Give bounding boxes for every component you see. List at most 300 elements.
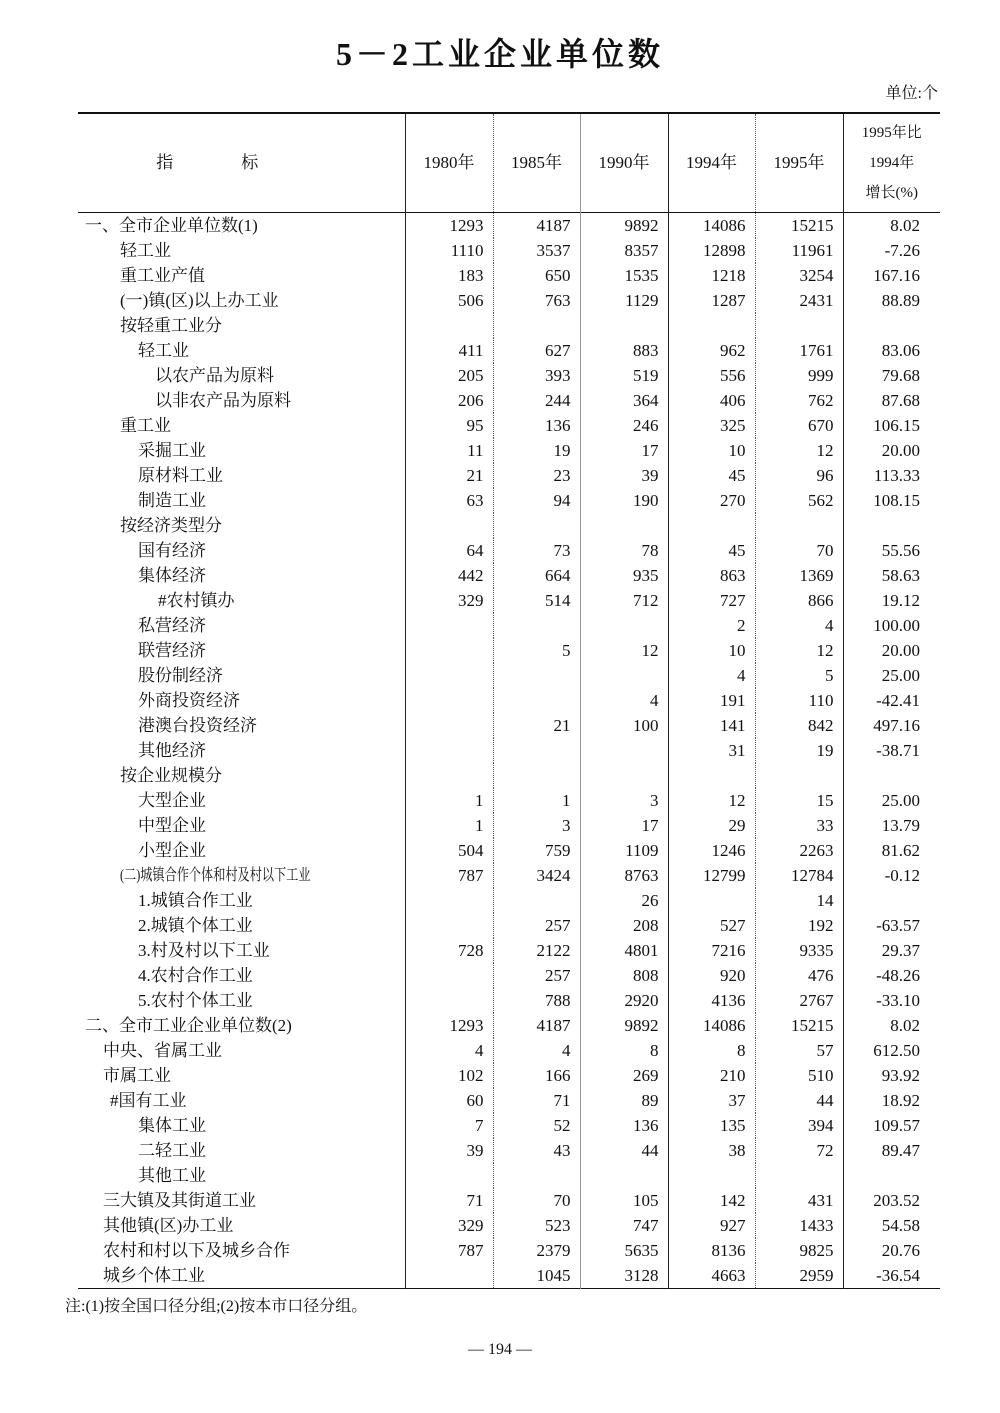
value-cell-1994: 12898 bbox=[668, 238, 755, 263]
value-cell-1990 bbox=[580, 763, 668, 788]
row-label-text: 其他经济 bbox=[138, 740, 206, 760]
growth-header-line-3: 增长(%) bbox=[865, 185, 918, 201]
row-label-text: 制造工业 bbox=[138, 490, 206, 510]
value-cell-growth: 88.89 bbox=[843, 288, 940, 313]
row-label bbox=[78, 613, 405, 638]
row-label bbox=[78, 513, 405, 538]
indicator-header: 指标 bbox=[156, 153, 327, 172]
table-row bbox=[78, 1113, 940, 1138]
value-cell-1985 bbox=[493, 738, 580, 763]
value-cell-1994: 556 bbox=[668, 363, 755, 388]
table-body bbox=[78, 213, 940, 1289]
value-cell-1990: 883 bbox=[580, 338, 668, 363]
row-label-text: 三大镇及其街道工业 bbox=[103, 1190, 256, 1210]
value-cell-1995: 12784 bbox=[755, 863, 843, 888]
row-label-text: 中型企业 bbox=[138, 815, 206, 835]
table-row bbox=[78, 288, 940, 313]
value-cell-growth: -0.12 bbox=[843, 863, 940, 888]
row-label-text: 其他镇(区)办工业 bbox=[103, 1215, 234, 1235]
unit-label: 单位:个 bbox=[885, 85, 938, 102]
table-row bbox=[78, 788, 940, 813]
value-cell-1994: 12 bbox=[668, 788, 755, 813]
value-cell-1980 bbox=[405, 513, 493, 538]
value-cell-1995: 2767 bbox=[755, 988, 843, 1013]
table-row bbox=[78, 388, 940, 413]
value-cell-growth: 108.15 bbox=[843, 488, 940, 513]
value-cell-1990: 39 bbox=[580, 463, 668, 488]
value-cell-1985: 4 bbox=[493, 1038, 580, 1063]
value-cell-1990: 8763 bbox=[580, 863, 668, 888]
table-row bbox=[78, 988, 940, 1013]
growth-header-line-2: 1994年 bbox=[869, 155, 915, 171]
value-cell-1995: 192 bbox=[755, 913, 843, 938]
table-row bbox=[78, 1163, 940, 1188]
table-header bbox=[78, 113, 940, 213]
value-cell-1985: 5 bbox=[493, 638, 580, 663]
value-cell-1985: 759 bbox=[493, 838, 580, 863]
value-cell-1994: 14086 bbox=[668, 1013, 755, 1038]
table-row bbox=[78, 488, 940, 513]
value-cell-1990 bbox=[580, 1163, 668, 1188]
value-cell-growth: -7.26 bbox=[843, 238, 940, 263]
table-row bbox=[78, 713, 940, 738]
value-cell-1985: 21 bbox=[493, 713, 580, 738]
row-label-text: 国有经济 bbox=[138, 540, 206, 560]
value-cell-1980 bbox=[405, 1263, 493, 1289]
year-header-1994: 1994年 bbox=[668, 113, 755, 213]
value-cell-1995: 96 bbox=[755, 463, 843, 488]
table-row bbox=[78, 1238, 940, 1263]
value-cell-1994: 527 bbox=[668, 913, 755, 938]
value-cell-1994: 7216 bbox=[668, 938, 755, 963]
value-cell-1980: 506 bbox=[405, 288, 493, 313]
value-cell-1990: 9892 bbox=[580, 213, 668, 239]
row-label-text: 轻工业 bbox=[120, 240, 171, 260]
value-cell-1990: 9892 bbox=[580, 1013, 668, 1038]
value-cell-1995: 1369 bbox=[755, 563, 843, 588]
value-cell-1990: 935 bbox=[580, 563, 668, 588]
value-cell-1994 bbox=[668, 1163, 755, 1188]
value-cell-1980: 504 bbox=[405, 838, 493, 863]
value-cell-1985: 4187 bbox=[493, 213, 580, 239]
table-row bbox=[78, 588, 940, 613]
value-cell-1985: 514 bbox=[493, 588, 580, 613]
value-cell-1985: 664 bbox=[493, 563, 580, 588]
value-cell-growth bbox=[843, 763, 940, 788]
value-cell-1994 bbox=[668, 513, 755, 538]
table-row bbox=[78, 613, 940, 638]
value-cell-1985 bbox=[493, 688, 580, 713]
value-cell-growth: -38.71 bbox=[843, 738, 940, 763]
value-cell-1995: 2959 bbox=[755, 1263, 843, 1289]
value-cell-growth: 203.52 bbox=[843, 1188, 940, 1213]
value-cell-1990: 190 bbox=[580, 488, 668, 513]
row-label bbox=[78, 938, 405, 963]
value-cell-growth: -36.54 bbox=[843, 1263, 940, 1289]
row-label-text: 中央、省属工业 bbox=[103, 1040, 222, 1060]
value-cell-1994: 4 bbox=[668, 663, 755, 688]
value-cell-1980: 787 bbox=[405, 863, 493, 888]
value-cell-1980: 183 bbox=[405, 263, 493, 288]
value-cell-growth: 55.56 bbox=[843, 538, 940, 563]
value-cell-growth: -33.10 bbox=[843, 988, 940, 1013]
value-cell-1980: 787 bbox=[405, 1238, 493, 1263]
table-row bbox=[78, 1038, 940, 1063]
value-cell-1985: 257 bbox=[493, 963, 580, 988]
table-row bbox=[78, 838, 940, 863]
table-row bbox=[78, 413, 940, 438]
page-title: 5－2工业企业单位数 bbox=[335, 36, 664, 72]
row-label-text: 外商投资经济 bbox=[138, 690, 240, 710]
value-cell-1985: 1 bbox=[493, 788, 580, 813]
value-cell-1985: 71 bbox=[493, 1088, 580, 1113]
row-label-text: (一)镇(区)以上办工业 bbox=[120, 290, 279, 310]
value-cell-1995: 15215 bbox=[755, 1013, 843, 1038]
value-cell-1994: 210 bbox=[668, 1063, 755, 1088]
value-cell-1995: 476 bbox=[755, 963, 843, 988]
value-cell-1980 bbox=[405, 888, 493, 913]
value-cell-1994: 927 bbox=[668, 1213, 755, 1238]
value-cell-growth: 8.02 bbox=[843, 213, 940, 239]
growth-header bbox=[843, 113, 940, 213]
value-cell-1980 bbox=[405, 738, 493, 763]
value-cell-growth: 93.92 bbox=[843, 1063, 940, 1088]
table-row bbox=[78, 1263, 940, 1289]
value-cell-1990: 269 bbox=[580, 1063, 668, 1088]
row-label-text: 二轻工业 bbox=[138, 1140, 206, 1160]
row-label bbox=[78, 538, 405, 563]
value-cell-1990: 5635 bbox=[580, 1238, 668, 1263]
value-cell-1995: 15215 bbox=[755, 213, 843, 239]
row-label bbox=[78, 1013, 405, 1038]
value-cell-1980: 206 bbox=[405, 388, 493, 413]
growth-header-line-1: 1995年比 bbox=[861, 125, 922, 141]
value-cell-1995: 9825 bbox=[755, 1238, 843, 1263]
value-cell-1980 bbox=[405, 638, 493, 663]
value-cell-1990: 78 bbox=[580, 538, 668, 563]
value-cell-growth bbox=[843, 888, 940, 913]
page-number: — 194 — bbox=[468, 1341, 532, 1358]
row-label bbox=[78, 788, 405, 813]
value-cell-1994: 45 bbox=[668, 463, 755, 488]
row-label-text: 3.村及村以下工业 bbox=[138, 940, 270, 960]
row-label bbox=[78, 913, 405, 938]
row-label bbox=[78, 1238, 405, 1263]
row-label bbox=[78, 863, 405, 888]
value-cell-1994: 29 bbox=[668, 813, 755, 838]
value-cell-1994: 10 bbox=[668, 438, 755, 463]
value-cell-1985: 393 bbox=[493, 363, 580, 388]
value-cell-1980: 205 bbox=[405, 363, 493, 388]
value-cell-1990: 712 bbox=[580, 588, 668, 613]
table-row bbox=[78, 1088, 940, 1113]
value-cell-1980 bbox=[405, 763, 493, 788]
value-cell-1990: 105 bbox=[580, 1188, 668, 1213]
row-label-text: 采掘工业 bbox=[138, 440, 206, 460]
value-cell-1985: 3424 bbox=[493, 863, 580, 888]
value-cell-1980 bbox=[405, 988, 493, 1013]
value-cell-1980 bbox=[405, 913, 493, 938]
table-row bbox=[78, 913, 940, 938]
row-label-text: 2.城镇个体工业 bbox=[138, 915, 253, 935]
value-cell-1985: 257 bbox=[493, 913, 580, 938]
row-label bbox=[78, 1063, 405, 1088]
value-cell-growth: 106.15 bbox=[843, 413, 940, 438]
value-cell-growth: 109.57 bbox=[843, 1113, 940, 1138]
table-row bbox=[78, 263, 940, 288]
value-cell-1994: 14086 bbox=[668, 213, 755, 239]
value-cell-1980: 64 bbox=[405, 538, 493, 563]
value-cell-1985: 94 bbox=[493, 488, 580, 513]
value-cell-1995: 866 bbox=[755, 588, 843, 613]
value-cell-growth: -42.41 bbox=[843, 688, 940, 713]
value-cell-1990: 12 bbox=[580, 638, 668, 663]
value-cell-1990: 2920 bbox=[580, 988, 668, 1013]
value-cell-1995: 394 bbox=[755, 1113, 843, 1138]
value-cell-growth: 25.00 bbox=[843, 663, 940, 688]
table-row bbox=[78, 638, 940, 663]
value-cell-1995: 1761 bbox=[755, 338, 843, 363]
row-label bbox=[78, 263, 405, 288]
table-row bbox=[78, 1063, 940, 1088]
row-label bbox=[78, 338, 405, 363]
row-label-text: 大型企业 bbox=[138, 790, 206, 810]
value-cell-1995: 4 bbox=[755, 613, 843, 638]
row-label-text: #农村镇办 bbox=[158, 590, 235, 610]
value-cell-1995: 12 bbox=[755, 438, 843, 463]
row-label-text: 原材料工业 bbox=[138, 465, 223, 485]
value-cell-1985: 1045 bbox=[493, 1263, 580, 1289]
row-label-text: 小型企业 bbox=[138, 840, 206, 860]
value-cell-1985: 2379 bbox=[493, 1238, 580, 1263]
value-cell-1985: 23 bbox=[493, 463, 580, 488]
value-cell-1995: 9335 bbox=[755, 938, 843, 963]
value-cell-1985: 627 bbox=[493, 338, 580, 363]
row-label-text: 轻工业 bbox=[138, 340, 189, 360]
value-cell-1990: 1535 bbox=[580, 263, 668, 288]
row-label bbox=[78, 388, 405, 413]
row-label-text: 二、全市工业企业单位数(2) bbox=[85, 1015, 292, 1035]
value-cell-1990: 246 bbox=[580, 413, 668, 438]
row-label-text: 其他工业 bbox=[138, 1165, 206, 1185]
value-cell-1980: 1293 bbox=[405, 213, 493, 239]
value-cell-1980: 1293 bbox=[405, 1013, 493, 1038]
value-cell-1995: 19 bbox=[755, 738, 843, 763]
row-label bbox=[78, 1038, 405, 1063]
table-row bbox=[78, 338, 940, 363]
row-label bbox=[78, 363, 405, 388]
table-row bbox=[78, 213, 940, 239]
row-label bbox=[78, 988, 405, 1013]
value-cell-1994: 1287 bbox=[668, 288, 755, 313]
value-cell-1985: 3537 bbox=[493, 238, 580, 263]
value-cell-growth: 20.00 bbox=[843, 638, 940, 663]
row-label-text: 重工业产值 bbox=[120, 265, 205, 285]
row-label bbox=[78, 888, 405, 913]
value-cell-1995 bbox=[755, 313, 843, 338]
value-cell-1985: 650 bbox=[493, 263, 580, 288]
value-cell-1990: 8 bbox=[580, 1038, 668, 1063]
value-cell-growth: -48.26 bbox=[843, 963, 940, 988]
row-label bbox=[78, 813, 405, 838]
table-row bbox=[78, 813, 940, 838]
value-cell-1994: 727 bbox=[668, 588, 755, 613]
row-label-text: (二)城镇合作个体和村及村以下工业 bbox=[120, 867, 311, 884]
value-cell-1994: 863 bbox=[668, 563, 755, 588]
row-label bbox=[78, 963, 405, 988]
value-cell-1990 bbox=[580, 663, 668, 688]
row-label bbox=[78, 763, 405, 788]
table-row bbox=[78, 238, 940, 263]
row-label bbox=[78, 713, 405, 738]
table-row bbox=[78, 513, 940, 538]
value-cell-1990: 44 bbox=[580, 1138, 668, 1163]
value-cell-1995 bbox=[755, 513, 843, 538]
value-cell-1990 bbox=[580, 313, 668, 338]
value-cell-growth: -63.57 bbox=[843, 913, 940, 938]
statistics-table bbox=[78, 112, 940, 1289]
value-cell-1995 bbox=[755, 1163, 843, 1188]
value-cell-1990: 3128 bbox=[580, 1263, 668, 1289]
value-cell-1980 bbox=[405, 613, 493, 638]
value-cell-1994: 38 bbox=[668, 1138, 755, 1163]
table-row bbox=[78, 563, 940, 588]
value-cell-1985: 136 bbox=[493, 413, 580, 438]
value-cell-1995: 33 bbox=[755, 813, 843, 838]
row-label bbox=[78, 463, 405, 488]
value-cell-1980 bbox=[405, 313, 493, 338]
value-cell-1995: 1433 bbox=[755, 1213, 843, 1238]
value-cell-1995: 12 bbox=[755, 638, 843, 663]
value-cell-1990 bbox=[580, 613, 668, 638]
row-label bbox=[78, 313, 405, 338]
value-cell-1994: 8136 bbox=[668, 1238, 755, 1263]
row-label bbox=[78, 838, 405, 863]
table-row bbox=[78, 1188, 940, 1213]
header-row bbox=[78, 113, 940, 213]
value-cell-1980: 442 bbox=[405, 563, 493, 588]
value-cell-1995: 110 bbox=[755, 688, 843, 713]
value-cell-1994: 8 bbox=[668, 1038, 755, 1063]
row-label bbox=[78, 238, 405, 263]
row-label bbox=[78, 738, 405, 763]
value-cell-growth: 83.06 bbox=[843, 338, 940, 363]
row-label-text: 一、全市企业单位数(1) bbox=[85, 215, 258, 235]
year-header-1995: 1995年 bbox=[755, 113, 843, 213]
value-cell-1990: 100 bbox=[580, 713, 668, 738]
row-label-text: 5.农村个体工业 bbox=[138, 990, 253, 1010]
table-row bbox=[78, 763, 940, 788]
value-cell-1985 bbox=[493, 888, 580, 913]
row-label bbox=[78, 413, 405, 438]
value-cell-1985: 2122 bbox=[493, 938, 580, 963]
row-label-text: 按轻重工业分 bbox=[120, 315, 222, 335]
value-cell-1995: 11961 bbox=[755, 238, 843, 263]
value-cell-1980: 411 bbox=[405, 338, 493, 363]
value-cell-1980 bbox=[405, 688, 493, 713]
row-label bbox=[78, 688, 405, 713]
value-cell-1994: 141 bbox=[668, 713, 755, 738]
table-row bbox=[78, 688, 940, 713]
row-label bbox=[78, 288, 405, 313]
table-row bbox=[78, 738, 940, 763]
value-cell-1995: 762 bbox=[755, 388, 843, 413]
value-cell-1980: 102 bbox=[405, 1063, 493, 1088]
table-row bbox=[78, 963, 940, 988]
value-cell-1990: 747 bbox=[580, 1213, 668, 1238]
value-cell-1995: 999 bbox=[755, 363, 843, 388]
row-label-text: 市属工业 bbox=[103, 1065, 171, 1085]
footnote: 注:(1)按全国口径分组;(2)按本市口径分组。 bbox=[65, 1298, 368, 1315]
value-cell-1985: 43 bbox=[493, 1138, 580, 1163]
value-cell-growth: 612.50 bbox=[843, 1038, 940, 1063]
value-cell-1994 bbox=[668, 313, 755, 338]
value-cell-growth: 167.16 bbox=[843, 263, 940, 288]
row-label bbox=[78, 1263, 405, 1289]
value-cell-1985: 73 bbox=[493, 538, 580, 563]
value-cell-1990 bbox=[580, 513, 668, 538]
row-label bbox=[78, 213, 405, 239]
value-cell-1985: 70 bbox=[493, 1188, 580, 1213]
value-cell-1990: 519 bbox=[580, 363, 668, 388]
value-cell-1985 bbox=[493, 313, 580, 338]
value-cell-1985: 3 bbox=[493, 813, 580, 838]
value-cell-1994: 962 bbox=[668, 338, 755, 363]
value-cell-growth: 29.37 bbox=[843, 938, 940, 963]
value-cell-1990: 17 bbox=[580, 438, 668, 463]
table-row bbox=[78, 363, 940, 388]
row-label bbox=[78, 588, 405, 613]
value-cell-1995: 14 bbox=[755, 888, 843, 913]
row-label bbox=[78, 1163, 405, 1188]
table-row bbox=[78, 1138, 940, 1163]
year-header-1985: 1985年 bbox=[493, 113, 580, 213]
value-cell-1990: 1129 bbox=[580, 288, 668, 313]
value-cell-1994: 37 bbox=[668, 1088, 755, 1113]
value-cell-1995: 842 bbox=[755, 713, 843, 738]
value-cell-1990: 4801 bbox=[580, 938, 668, 963]
value-cell-1985: 788 bbox=[493, 988, 580, 1013]
value-cell-growth: 13.79 bbox=[843, 813, 940, 838]
value-cell-1995: 510 bbox=[755, 1063, 843, 1088]
value-cell-1990: 808 bbox=[580, 963, 668, 988]
value-cell-1980: 4 bbox=[405, 1038, 493, 1063]
value-cell-1985 bbox=[493, 513, 580, 538]
value-cell-growth: 54.58 bbox=[843, 1213, 940, 1238]
row-label-text: 农村和村以下及城乡合作 bbox=[103, 1240, 290, 1260]
value-cell-1980: 11 bbox=[405, 438, 493, 463]
row-label-text: 集体工业 bbox=[138, 1115, 206, 1135]
value-cell-1990: 26 bbox=[580, 888, 668, 913]
value-cell-growth: 8.02 bbox=[843, 1013, 940, 1038]
value-cell-1980: 1 bbox=[405, 813, 493, 838]
table-row bbox=[78, 438, 940, 463]
row-label-text: 以农产品为原料 bbox=[155, 365, 274, 385]
table-row bbox=[78, 888, 940, 913]
table-row bbox=[78, 863, 940, 888]
value-cell-1990: 208 bbox=[580, 913, 668, 938]
value-cell-1994: 4663 bbox=[668, 1263, 755, 1289]
value-cell-1980 bbox=[405, 963, 493, 988]
table-row bbox=[78, 538, 940, 563]
value-cell-1985: 52 bbox=[493, 1113, 580, 1138]
row-label-text: 港澳台投资经济 bbox=[138, 715, 257, 735]
value-cell-growth: 113.33 bbox=[843, 463, 940, 488]
value-cell-1995: 2431 bbox=[755, 288, 843, 313]
year-header-1990: 1990年 bbox=[580, 113, 668, 213]
row-label-text: 私营经济 bbox=[138, 615, 206, 635]
value-cell-1994: 2 bbox=[668, 613, 755, 638]
